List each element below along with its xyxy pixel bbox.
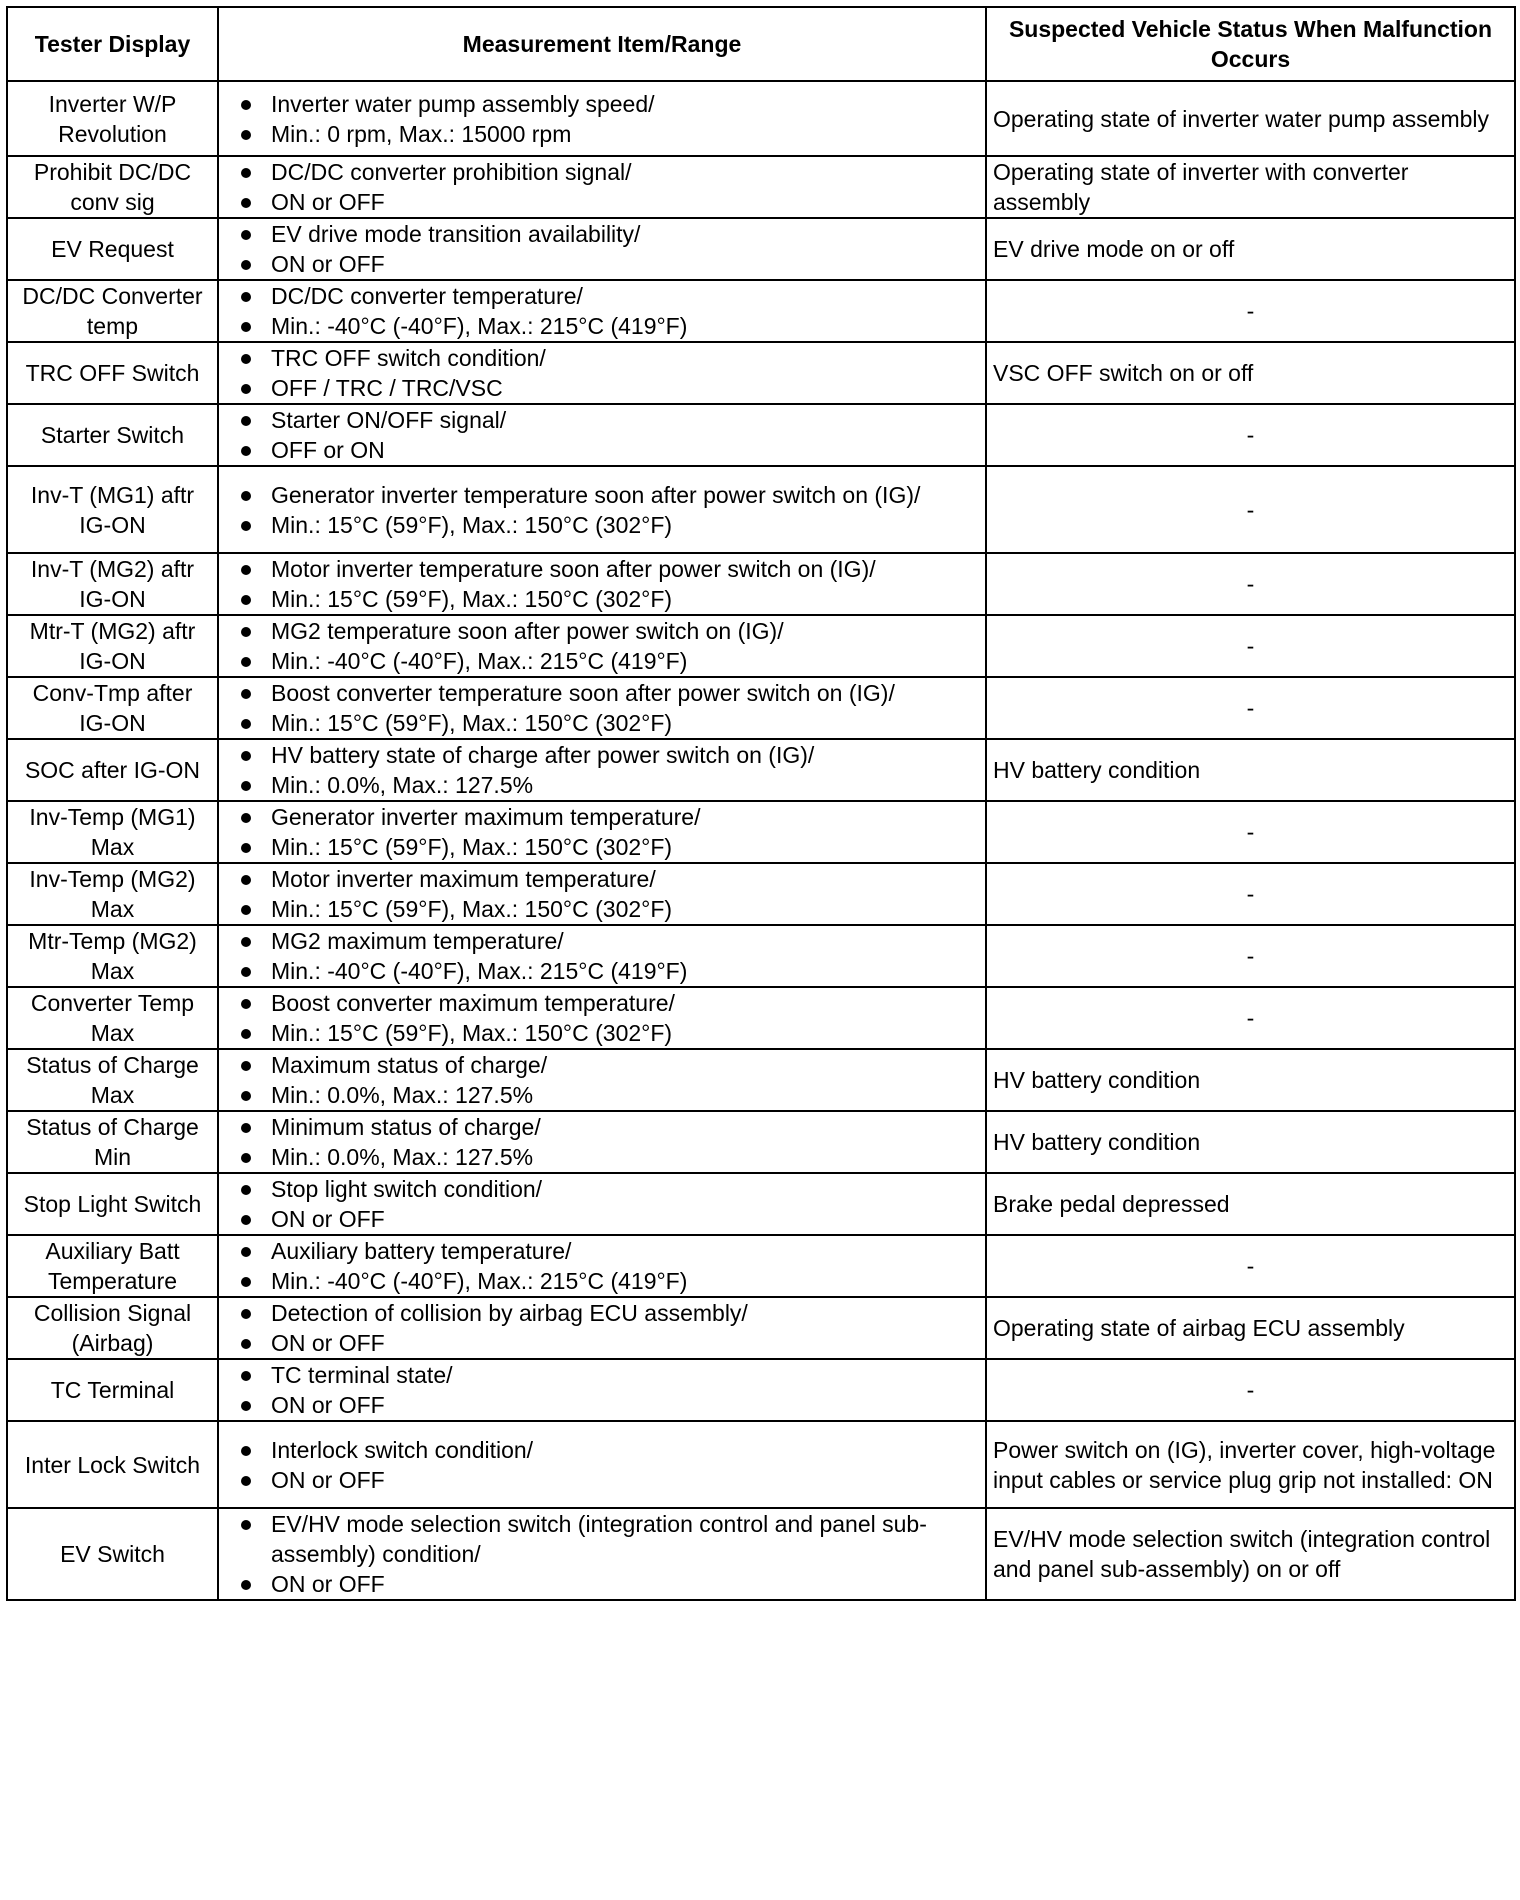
table-row bbox=[7, 925, 1515, 987]
tester-display-cell: EV Request bbox=[7, 218, 218, 280]
measurement-item: Detection of collision by airbag ECU assembly/ bbox=[271, 1298, 979, 1328]
tester-display-cell: Inv-Temp (MG2) Max bbox=[7, 863, 218, 925]
measurement-list bbox=[225, 480, 979, 540]
table-row bbox=[7, 1297, 1515, 1359]
measurement-item: OFF or ON bbox=[271, 435, 979, 465]
suspected-status-cell: - bbox=[986, 801, 1515, 863]
measurement-list bbox=[225, 1236, 979, 1296]
measurement-list bbox=[225, 157, 979, 217]
measurement-list bbox=[225, 1435, 979, 1495]
tester-display-cell: Mtr-T (MG2) aftr IG-ON bbox=[7, 615, 218, 677]
table-row bbox=[7, 677, 1515, 739]
suspected-status-cell: EV/HV mode selection switch (integration control and panel sub-assembly) on or off bbox=[986, 1508, 1515, 1600]
measurement-list bbox=[225, 1112, 979, 1172]
table-row bbox=[7, 1508, 1515, 1600]
tester-display-cell: Status of Charge Min bbox=[7, 1111, 218, 1173]
measurement-list bbox=[225, 1509, 979, 1599]
tester-display-cell: Converter Temp Max bbox=[7, 987, 218, 1049]
measurement-item: ON or OFF bbox=[271, 1569, 979, 1599]
suspected-status-cell: Power switch on (IG), inverter cover, high-voltage input cables or service plug grip not installed: ON bbox=[986, 1421, 1515, 1508]
measurement-item: Min.: 15°C (59°F), Max.: 150°C (302°F) bbox=[271, 894, 979, 924]
measurement-item: Min.: 0.0%, Max.: 127.5% bbox=[271, 1142, 979, 1172]
table-row bbox=[7, 863, 1515, 925]
tester-display-cell: Inter Lock Switch bbox=[7, 1421, 218, 1508]
measurement-cell bbox=[218, 1173, 986, 1235]
measurement-cell bbox=[218, 925, 986, 987]
table-row bbox=[7, 1173, 1515, 1235]
measurement-item: ON or OFF bbox=[271, 1390, 979, 1420]
measurement-item: DC/DC converter temperature/ bbox=[271, 281, 979, 311]
measurement-cell bbox=[218, 466, 986, 553]
measurement-item: Starter ON/OFF signal/ bbox=[271, 405, 979, 435]
measurement-item: Min.: 15°C (59°F), Max.: 150°C (302°F) bbox=[271, 708, 979, 738]
measurement-item: Inverter water pump assembly speed/ bbox=[271, 89, 979, 119]
measurement-list bbox=[225, 1298, 979, 1358]
measurement-cell bbox=[218, 1508, 986, 1600]
tester-display-cell: Prohibit DC/DC conv sig bbox=[7, 156, 218, 218]
measurement-item: MG2 temperature soon after power switch on (IG)/ bbox=[271, 616, 979, 646]
table-row bbox=[7, 739, 1515, 801]
table-row bbox=[7, 342, 1515, 404]
measurement-cell bbox=[218, 615, 986, 677]
measurement-cell bbox=[218, 1111, 986, 1173]
measurement-cell bbox=[218, 1359, 986, 1421]
measurement-item: ON or OFF bbox=[271, 1204, 979, 1234]
measurement-list bbox=[225, 678, 979, 738]
measurement-list bbox=[225, 281, 979, 341]
tester-display-cell: Mtr-Temp (MG2) Max bbox=[7, 925, 218, 987]
measurement-item: Min.: -40°C (-40°F), Max.: 215°C (419°F) bbox=[271, 1266, 979, 1296]
header-row bbox=[7, 7, 1515, 81]
measurement-list bbox=[225, 1050, 979, 1110]
suspected-status-cell: Operating state of inverter with converter assembly bbox=[986, 156, 1515, 218]
table-row bbox=[7, 1111, 1515, 1173]
measurement-cell bbox=[218, 81, 986, 156]
measurement-item: ON or OFF bbox=[271, 1465, 979, 1495]
tester-display-cell: Inv-T (MG1) aftr IG-ON bbox=[7, 466, 218, 553]
tester-display-cell: Inv-Temp (MG1) Max bbox=[7, 801, 218, 863]
suspected-status-cell: Brake pedal depressed bbox=[986, 1173, 1515, 1235]
header-measurement: Measurement Item/Range bbox=[218, 7, 986, 81]
tester-display-cell: Status of Charge Max bbox=[7, 1049, 218, 1111]
measurement-item: Interlock switch condition/ bbox=[271, 1435, 979, 1465]
tester-display-cell: TRC OFF Switch bbox=[7, 342, 218, 404]
measurement-cell bbox=[218, 801, 986, 863]
measurement-item: Motor inverter maximum temperature/ bbox=[271, 864, 979, 894]
measurement-list bbox=[225, 89, 979, 149]
suspected-status-cell: - bbox=[986, 615, 1515, 677]
measurement-item: OFF / TRC / TRC/VSC bbox=[271, 373, 979, 403]
measurement-item: HV battery state of charge after power switch on (IG)/ bbox=[271, 740, 979, 770]
measurement-cell bbox=[218, 987, 986, 1049]
suspected-status-cell: - bbox=[986, 677, 1515, 739]
measurement-item: Min.: 0.0%, Max.: 127.5% bbox=[271, 770, 979, 800]
table-row bbox=[7, 1235, 1515, 1297]
measurement-item: Min.: 15°C (59°F), Max.: 150°C (302°F) bbox=[271, 1018, 979, 1048]
suspected-status-cell: Operating state of airbag ECU assembly bbox=[986, 1297, 1515, 1359]
table-row bbox=[7, 1421, 1515, 1508]
table-row bbox=[7, 615, 1515, 677]
suspected-status-cell: HV battery condition bbox=[986, 739, 1515, 801]
measurement-item: ON or OFF bbox=[271, 187, 979, 217]
measurement-list bbox=[225, 405, 979, 465]
tester-display-cell: Conv-Tmp after IG-ON bbox=[7, 677, 218, 739]
measurement-cell bbox=[218, 1297, 986, 1359]
measurement-cell bbox=[218, 404, 986, 466]
measurement-item: EV/HV mode selection switch (integration control and panel sub-assembly) condition/ bbox=[271, 1509, 979, 1569]
header-suspected-status: Suspected Vehicle Status When Malfunction Occurs bbox=[986, 7, 1515, 81]
suspected-status-cell: - bbox=[986, 1235, 1515, 1297]
measurement-cell bbox=[218, 1421, 986, 1508]
data-monitor-table bbox=[6, 6, 1516, 1601]
suspected-status-cell: - bbox=[986, 280, 1515, 342]
measurement-item: Motor inverter temperature soon after power switch on (IG)/ bbox=[271, 554, 979, 584]
suspected-status-cell: - bbox=[986, 863, 1515, 925]
tester-display-cell: Inv-T (MG2) aftr IG-ON bbox=[7, 553, 218, 615]
table-body bbox=[7, 81, 1515, 1600]
measurement-list bbox=[225, 1174, 979, 1234]
table-row bbox=[7, 466, 1515, 553]
table-row bbox=[7, 81, 1515, 156]
tester-display-cell: Collision Signal (Airbag) bbox=[7, 1297, 218, 1359]
suspected-status-cell: HV battery condition bbox=[986, 1049, 1515, 1111]
measurement-item: Maximum status of charge/ bbox=[271, 1050, 979, 1080]
measurement-item: Min.: -40°C (-40°F), Max.: 215°C (419°F) bbox=[271, 956, 979, 986]
measurement-item: Minimum status of charge/ bbox=[271, 1112, 979, 1142]
tester-display-cell: Stop Light Switch bbox=[7, 1173, 218, 1235]
table-row bbox=[7, 987, 1515, 1049]
measurement-cell bbox=[218, 1049, 986, 1111]
suspected-status-cell: EV drive mode on or off bbox=[986, 218, 1515, 280]
suspected-status-cell: - bbox=[986, 553, 1515, 615]
suspected-status-cell: VSC OFF switch on or off bbox=[986, 342, 1515, 404]
tester-display-cell: SOC after IG-ON bbox=[7, 739, 218, 801]
measurement-cell bbox=[218, 677, 986, 739]
measurement-list bbox=[225, 740, 979, 800]
measurement-list bbox=[225, 802, 979, 862]
measurement-item: Min.: -40°C (-40°F), Max.: 215°C (419°F) bbox=[271, 646, 979, 676]
measurement-item: TC terminal state/ bbox=[271, 1360, 979, 1390]
measurement-cell bbox=[218, 218, 986, 280]
table-row bbox=[7, 1359, 1515, 1421]
measurement-item: ON or OFF bbox=[271, 249, 979, 279]
measurement-item: Min.: 0 rpm, Max.: 15000 rpm bbox=[271, 119, 979, 149]
measurement-item: Min.: 15°C (59°F), Max.: 150°C (302°F) bbox=[271, 584, 979, 614]
measurement-item: Min.: 15°C (59°F), Max.: 150°C (302°F) bbox=[271, 832, 979, 862]
table-row bbox=[7, 156, 1515, 218]
table-row bbox=[7, 1049, 1515, 1111]
suspected-status-cell: - bbox=[986, 466, 1515, 553]
measurement-item: ON or OFF bbox=[271, 1328, 979, 1358]
measurement-list bbox=[225, 343, 979, 403]
measurement-cell bbox=[218, 1235, 986, 1297]
measurement-item: Stop light switch condition/ bbox=[271, 1174, 979, 1204]
measurement-item: Boost converter temperature soon after power switch on (IG)/ bbox=[271, 678, 979, 708]
suspected-status-cell: HV battery condition bbox=[986, 1111, 1515, 1173]
table-row bbox=[7, 404, 1515, 466]
tester-display-cell: EV Switch bbox=[7, 1508, 218, 1600]
tester-display-cell: Auxiliary Batt Temperature bbox=[7, 1235, 218, 1297]
measurement-item: MG2 maximum temperature/ bbox=[271, 926, 979, 956]
measurement-item: Auxiliary battery temperature/ bbox=[271, 1236, 979, 1266]
table-row bbox=[7, 280, 1515, 342]
measurement-item: Generator inverter maximum temperature/ bbox=[271, 802, 979, 832]
measurement-item: TRC OFF switch condition/ bbox=[271, 343, 979, 373]
suspected-status-cell: - bbox=[986, 404, 1515, 466]
measurement-list bbox=[225, 864, 979, 924]
measurement-cell bbox=[218, 156, 986, 218]
tester-display-cell: DC/DC Converter temp bbox=[7, 280, 218, 342]
measurement-list bbox=[225, 1360, 979, 1420]
measurement-item: Min.: 0.0%, Max.: 127.5% bbox=[271, 1080, 979, 1110]
measurement-list bbox=[225, 926, 979, 986]
tester-display-cell: Starter Switch bbox=[7, 404, 218, 466]
suspected-status-cell: - bbox=[986, 987, 1515, 1049]
tester-display-cell: TC Terminal bbox=[7, 1359, 218, 1421]
tester-display-cell: Inverter W/P Revolution bbox=[7, 81, 218, 156]
measurement-list bbox=[225, 616, 979, 676]
suspected-status-cell: Operating state of inverter water pump assembly bbox=[986, 81, 1515, 156]
measurement-item: Generator inverter temperature soon after power switch on (IG)/ bbox=[271, 480, 979, 510]
measurement-item: DC/DC converter prohibition signal/ bbox=[271, 157, 979, 187]
measurement-cell bbox=[218, 739, 986, 801]
suspected-status-cell: - bbox=[986, 925, 1515, 987]
measurement-list bbox=[225, 219, 979, 279]
measurement-cell bbox=[218, 863, 986, 925]
measurement-item: Min.: -40°C (-40°F), Max.: 215°C (419°F) bbox=[271, 311, 979, 341]
table-row bbox=[7, 218, 1515, 280]
table-row bbox=[7, 801, 1515, 863]
measurement-cell bbox=[218, 553, 986, 615]
measurement-cell bbox=[218, 280, 986, 342]
measurement-cell bbox=[218, 342, 986, 404]
measurement-list bbox=[225, 554, 979, 614]
measurement-item: Min.: 15°C (59°F), Max.: 150°C (302°F) bbox=[271, 510, 979, 540]
measurement-item: Boost converter maximum temperature/ bbox=[271, 988, 979, 1018]
measurement-list bbox=[225, 988, 979, 1048]
measurement-item: EV drive mode transition availability/ bbox=[271, 219, 979, 249]
table-row bbox=[7, 553, 1515, 615]
suspected-status-cell: - bbox=[986, 1359, 1515, 1421]
header-tester-display: Tester Display bbox=[7, 7, 218, 81]
